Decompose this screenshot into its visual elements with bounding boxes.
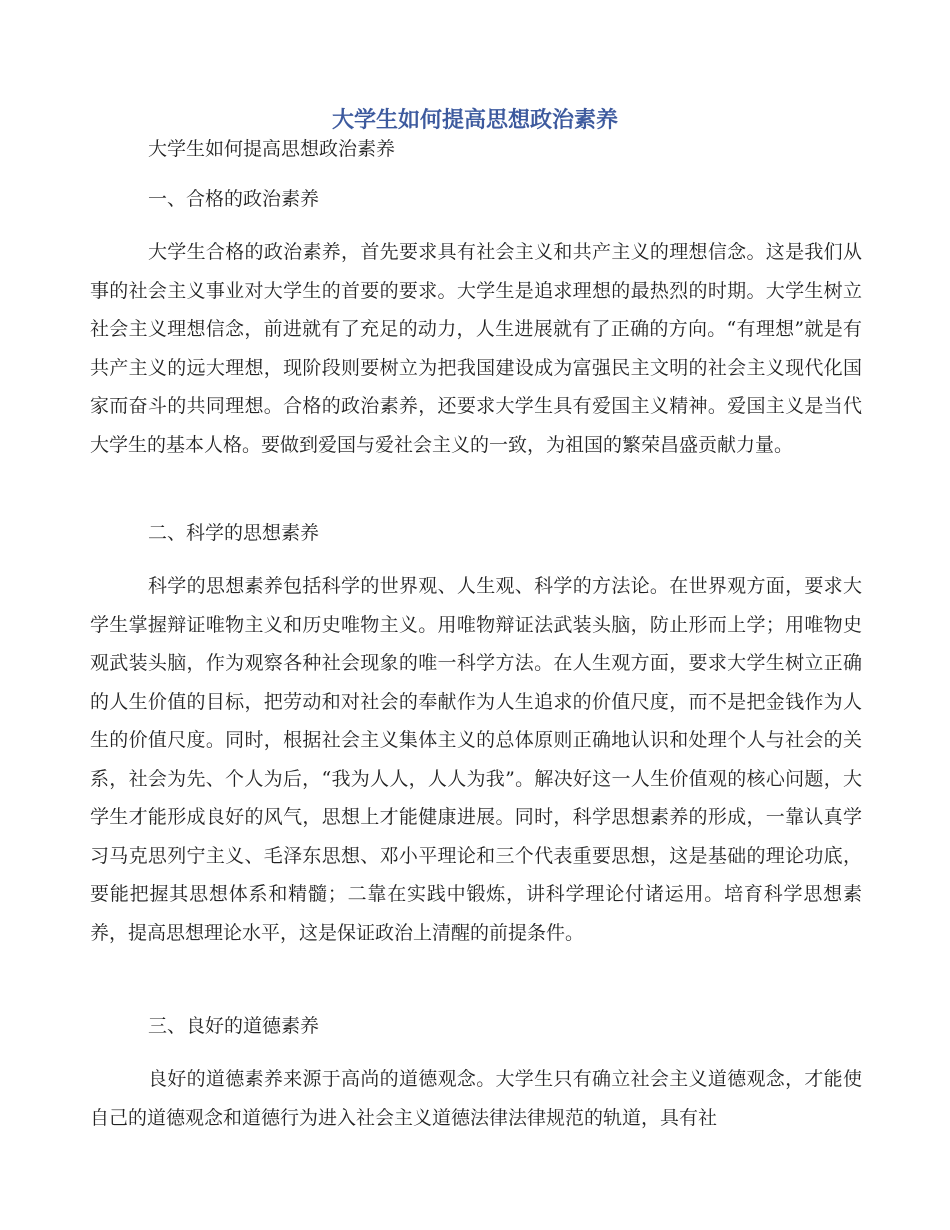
section-paragraph-thought: 科学的思想素养包括科学的世界观、人生观、科学的方法论。在世界观方面，要求大学生掌握辩证唯物主义和历史唯物主义。用唯物辩证法武装头脑，防止形而上学；用唯物史观武装头脑，作为观察各种社会现象的唯一科学方法。在人生观方面，要求大学生树立正确的人生价值的目标，把劳动和对社会的奉献作为人生追求的价值尺度，而不是把金钱作为人生的价值尺度。同时，根据社会主义集体主义的总体原则正确地认识和处理个人与社会的关系，社会为先、个人为后，“我为人人，人人为我”。解决好这一人生价值观的核心问题，大学生才能形成良好的风气，思想上才能健康进展。同时，科学思想素养的形成，一靠认真学习马克思列宁主义、毛泽东思想、邓小平理论和三个代表重要思想，这是基础的理论功底，要能把握其思想体系和精髓；二靠在实践中锻炼，讲科学理论付诸运用。培育科学思想素养，提高思想理论水平，这是保证政治上清醒的前提条件。 <box>90 575 862 944</box>
document-subtitle: 大学生如何提高思想政治素养 <box>148 138 396 160</box>
section-heading-political: 一、合格的政治素养 <box>148 188 320 210</box>
section-paragraph-political: 大学生合格的政治素养，首先要求具有社会主义和共产主义的理想信念。这是我们从事的社会主义事业对大学生的首要的要求。大学生是追求理想的最热烈的时期。大学生树立社会主义理想信念，前进就有了充足的动力，人生进展就有了正确的方向。“有理想”就是有共产主义的远大理想，现阶段则要树立为把我国建设成为富强民主文明的社会主义现代化国家而奋斗的共同理想。合格的政治素养，还要求大学生具有爱国主义精神。爱国主义是当代大学生的基本人格。要做到爱国与爱社会主义的一致，为祖国的繁荣昌盛贡献力量。 <box>90 241 862 456</box>
section-paragraph-moral: 良好的道德素养来源于高尚的道德观念。大学生只有确立社会主义道德观念，才能使自己的道德观念和道德行为进入社会主义道德法律法律规范的轨道，具有社 <box>90 1068 862 1129</box>
document-title: 大学生如何提高思想政治素养 <box>331 107 618 133</box>
section-heading-moral: 三、良好的道德素养 <box>148 1015 320 1037</box>
section-heading-thought: 二、科学的思想素养 <box>148 522 320 544</box>
